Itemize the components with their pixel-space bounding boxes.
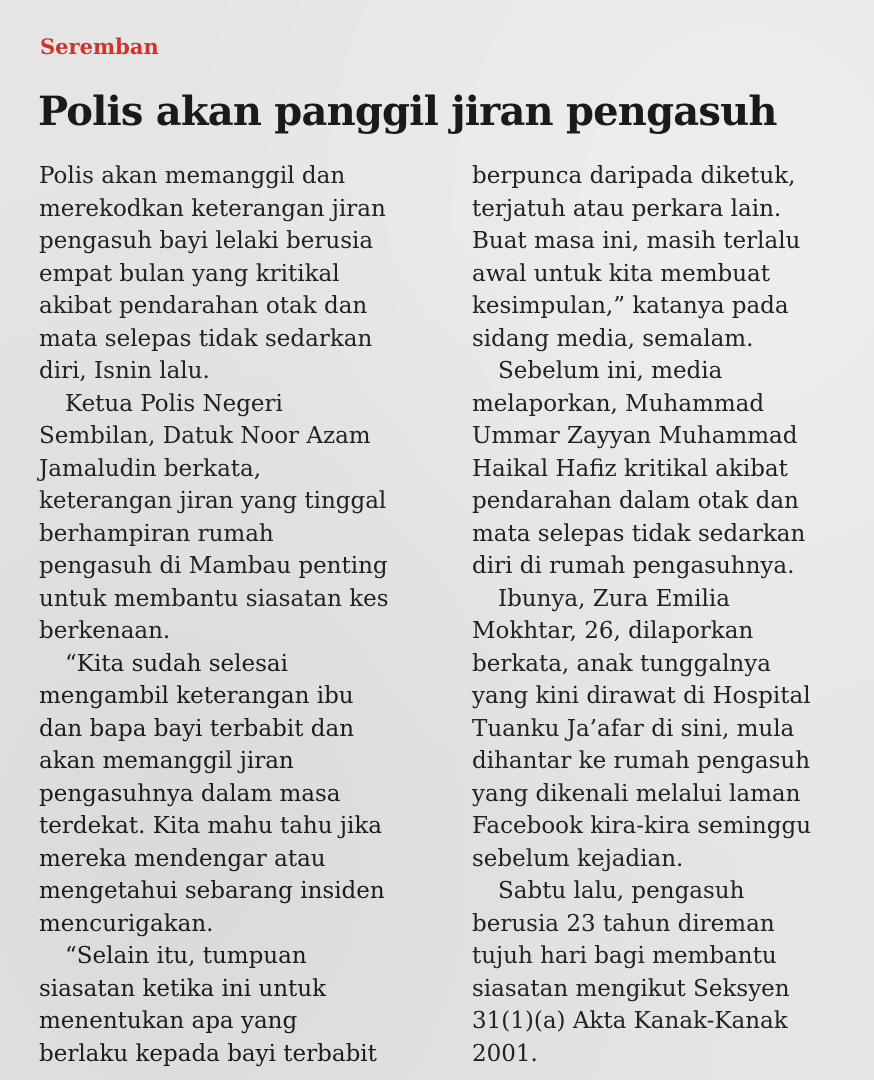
paragraph: berpunca daripada diketuk, terjatuh atau perkara lain. Buat masa ini, masih terlalu awal untuk kita membuat kesimpulan,” katanya pada sidang media, semalam. — [472, 163, 801, 352]
paragraph: Sebelum ini, media melaporkan, Muhammad Ummar Zayyan Muhammad Haikal Hafiz kritikal akibat pendarahan dalam otak dan mata selepas tidak sedarkan diri di rumah pengasuhnya. — [472, 358, 806, 579]
left-column — [39, 160, 449, 1070]
right-column — [472, 160, 864, 1070]
headline: Polis akan panggil jiran pengasuh — [38, 88, 777, 135]
paragraph: “Kita sudah selesai mengambil keterangan ibu dan bapa bayi terbabit dan akan memanggil jiran pengasuhnya dalam masa terdekat. Kita mahu tahu jika mereka mendengar atau mengetahui sebarang insiden mencurigakan. — [39, 650, 385, 937]
paragraph: Ketua Polis Negeri Sembilan, Datuk Noor Azam Jamaludin berkata, keterangan jiran yang tinggal berhampiran rumah pengasuh di Mambau penting untuk membantu siasatan kes berkenaan. — [39, 390, 389, 644]
paragraph: “Selain itu, tumpuan siasatan ketika ini untuk menentukan apa yang berlaku kepada bayi terbabit — [39, 943, 377, 1067]
paragraph: Polis akan memanggil dan merekodkan keterangan jiran pengasuh bayi lelaki berusia empat bulan yang kritikal akibat pendarahan otak dan mata selepas tidak sedarkan diri, Isnin lalu. — [39, 163, 386, 384]
paragraph: Ibunya, Zura Emilia Mokhtar, 26, dilaporkan berkata, anak tunggalnya yang kini dirawat di Hospital Tuanku Ja’afar di sini, mula dihantar ke rumah pengasuh yang dikenali melalui laman Facebook kira-kira seminggu sebelum kejadian. — [472, 585, 812, 872]
paragraph: Sabtu lalu, pengasuh berusia 23 tahun direman tujuh hari bagi membantu siasatan mengikut Seksyen 31(1)(a) Akta Kanak-Kanak 2001. — [472, 878, 790, 1067]
section-label: Seremban — [40, 34, 159, 59]
